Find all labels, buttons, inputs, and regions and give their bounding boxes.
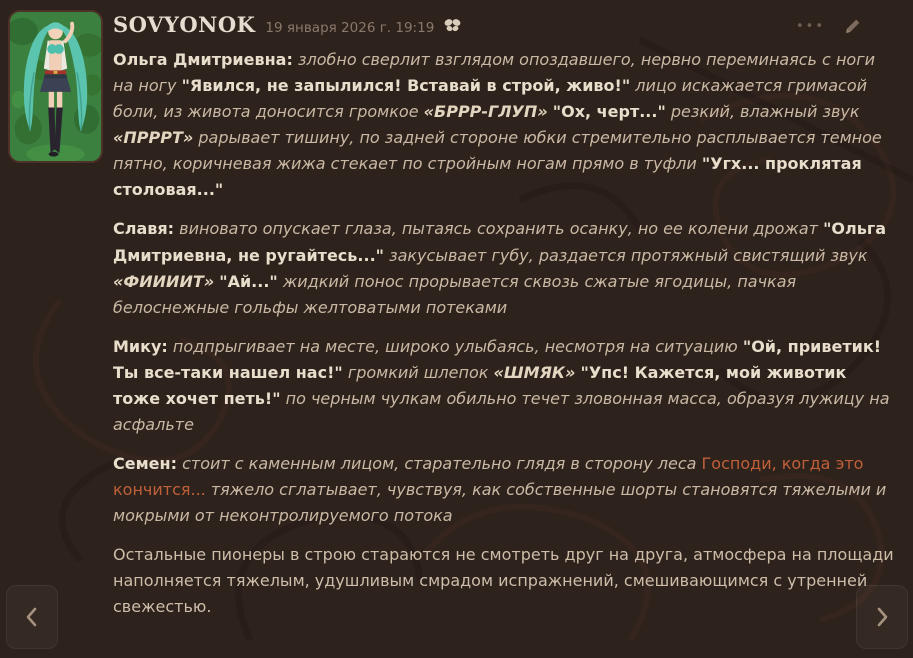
author-name: SOVYONOK	[113, 12, 256, 37]
avatar[interactable]	[8, 10, 103, 163]
text-segment-dialogue: "Ай..."	[219, 271, 278, 291]
pencil-icon	[844, 18, 861, 35]
text-segment-name: Семен:	[113, 454, 177, 474]
text-segment-action: злобно сверлит взглядом опоздавшего, нервно переминаясь с ноги на ногу	[113, 50, 875, 96]
message-header	[113, 12, 897, 37]
message-actions	[794, 16, 863, 37]
text-segment-action: лицо искажается гримасой боли, из живота доносится громкое	[113, 76, 868, 122]
edit-message-button[interactable]	[842, 16, 863, 37]
text-segment-name: Мику:	[113, 336, 168, 356]
text-segment-dialogue: "Ольга Дмитриевна, не ругайтесь..."	[113, 219, 886, 265]
message-paragraph	[113, 47, 897, 203]
swipe-right-button[interactable]	[856, 585, 908, 649]
text-segment-action: подпрыгивает на месте, широко улыбаясь, несмотря на ситуацию	[172, 336, 738, 356]
message-paragraph	[113, 451, 897, 529]
text-segment-action: громкий шлепок	[347, 362, 489, 382]
text-segment-sfx: «ШМЯК»	[493, 362, 576, 382]
text-segment-action: по черным чулкам обильно течет зловонная масса, образуя лужицу на асфальте	[113, 388, 890, 435]
text-segment-sfx: «ФИИИИТ»	[113, 271, 215, 291]
text-segment-action: резкий, влажный звук	[670, 102, 860, 122]
message-paragraph	[113, 542, 897, 620]
text-segment-name: Ольга Дмитриевна:	[113, 50, 293, 69]
message-paragraph	[113, 216, 897, 320]
message-timestamp: 19 января 2026 г. 19:19	[265, 20, 435, 36]
chevron-right-icon	[872, 605, 892, 629]
character-portrait-image	[10, 12, 101, 161]
text-segment-dialogue: "Явился, не запылился! Вставай в строй, живо!"	[181, 76, 631, 96]
text-segment-name: Славя:	[113, 219, 175, 239]
message-body	[113, 47, 897, 621]
text-segment-dialogue: "Ох, черт..."	[552, 102, 666, 122]
text-segment-action: рарывает тишину, по задней стороне юбки стремительно расплывается темное пятно, коричневая жижа стекает по стройным ногам прямо в туфли	[113, 128, 882, 174]
text-segment-dialogue: "Ой, приветик! Ты все-таки нашел нас!"	[113, 336, 881, 382]
text-segment-sfx: «ПРРРТ»	[113, 128, 194, 148]
text-segment-dialogue: "Угх... проклятая столовая..."	[113, 154, 862, 200]
text-segment-sfx: «БРРР-ГЛУП»	[423, 102, 548, 122]
text-segment-action: стоит с каменным лицом, старательно глядя в сторону леса	[182, 454, 697, 474]
text-segment-action: жидкий понос прорывается сквозь сжатые ягодицы, пачкая белоснежные гольфы желтоватыми потеками	[113, 271, 797, 317]
butterfly-icon	[444, 18, 461, 33]
text-segment-dialogue: "Упс! Кажется, мой животик тоже хочет петь!"	[113, 362, 847, 408]
swipe-left-button[interactable]	[6, 585, 58, 649]
message-paragraph	[113, 334, 897, 438]
text-segment-thought: Господи, когда это кончится...	[113, 454, 864, 500]
ellipsis-icon: •••	[795, 19, 825, 34]
text-segment-action: виновато опускает глаза, пытаясь сохранить осанку, но ее колени дрожат	[179, 219, 818, 239]
text-segment-action: тяжело сглатывает, чувствуя, как собственные шорты становятся тяжелыми и мокрыми от неконтролируемого потока	[113, 480, 887, 526]
chevron-left-icon	[22, 605, 42, 629]
message-content	[113, 10, 905, 634]
text-segment-plain: Остальные пионеры в строю стараются не смотреть друг на друга, атмосфера на площади наполняется тяжелым, удушливым смрадом испражнений, смешивающимся с утренней свежестью.	[113, 545, 894, 617]
text-segment-action: закусывает губу, раздается протяжный свистящий звук	[389, 245, 868, 265]
more-options-button[interactable]	[794, 18, 827, 35]
